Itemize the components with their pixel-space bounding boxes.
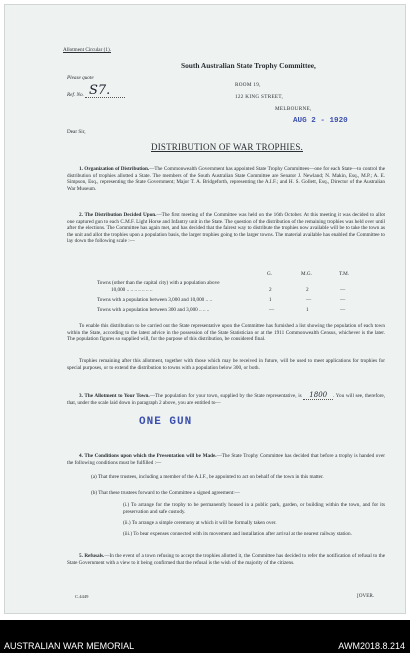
section-1-body: —The Commonwealth Government has appointed State Trophy Committees—one for each State—to control the distribution of trophies allotted a State. The members of the South Australian State Committee are Senator J. Newland; N. Makin, Esq., M.P.; A. E. Simpson, Esq., representing the State Government; Major T. A. Bridgeforth, representing the A.I.F.; and H. S. Gollett, Esq., Director of the Australian War Museum. bbox=[67, 166, 385, 192]
condition-i-text: (i.) To arrange for the trophy to be permanently housed in a public park, garden, or building within the town, and for its preservation and safe custody. bbox=[123, 502, 385, 515]
section-5-heading: 5. Refusals. bbox=[79, 553, 105, 559]
section-5 bbox=[67, 553, 385, 566]
print-code: C.4449 bbox=[75, 594, 89, 599]
section-3-body-a: —The population for your town, supplied by the State representative, is bbox=[149, 393, 302, 399]
section-2-body: —The first meeting of the Committee was held on the 16th October. At this meeting it was decided to allot one captured gun to each C.M.F. Light Horse and Infantry unit in the State. The question of the distribution of the remaining trophies was held over until after the elections. The Committee has again met, and has decided that the fairest way to distribute the trophies now available will be to take the town as the unit and allot the trophies upon a population basis, the larger trophies going to the larger towns. The material available has enabled the Committee to lay down the following scale :— bbox=[67, 212, 386, 245]
section-2-para-2 bbox=[67, 323, 385, 343]
table-cell-tm: — bbox=[340, 297, 346, 303]
table-row bbox=[111, 287, 153, 293]
table-header-tm: T.M. bbox=[339, 271, 349, 277]
table-row-label-cont: 10,000 .. .. .. .. .. .. .. bbox=[111, 287, 153, 293]
caption-accession: AWM2018.8.214 bbox=[338, 641, 405, 651]
condition-b-text: (b) That these trustees forward to the Committee a signed agreement:— bbox=[91, 490, 240, 496]
population-handwritten: 1800 bbox=[303, 391, 333, 400]
section-3-body-b: . You will see, therefore, that, under the scale laid down in paragraph 2 above, you are entitled to— bbox=[67, 393, 386, 406]
allotment-circular bbox=[63, 47, 111, 54]
table-cell-g: — bbox=[269, 307, 275, 313]
table-cell-mg: 2 bbox=[306, 287, 309, 293]
committee-name: South Australian State Trophy Committee, bbox=[181, 61, 316, 70]
table-row bbox=[97, 280, 220, 286]
table-header-mg: M.G. bbox=[301, 271, 312, 277]
table-cell-g: 1 bbox=[269, 297, 272, 303]
section-2 bbox=[67, 212, 385, 245]
condition-iii bbox=[123, 531, 385, 538]
date-stamp: AUG 2 - 1920 bbox=[293, 117, 348, 125]
allotment-circular-text: Allotment Circular (1). bbox=[63, 47, 111, 53]
distribution-scale-table bbox=[97, 271, 357, 321]
section-2-para-2-text: To enable this distribution to be carried out the State representative upon the Committee has furnished a list showing the population of each town within the State, according to the latest advice in the possession of the State Statistician or at the 1911 Commonwealth Census, whichever is the later. The population figures so supplied will, for the purpose of this distribution, be considered final. bbox=[67, 323, 385, 343]
document-title: DISTRIBUTION OF WAR TROPHIES. bbox=[151, 142, 303, 152]
condition-ii bbox=[123, 520, 385, 527]
ref-handwritten: S7. bbox=[89, 83, 111, 98]
table-row-label: Towns (other than the capital city) with a population above bbox=[97, 280, 220, 286]
section-1-heading: 1. Organization of Distribution. bbox=[79, 166, 150, 172]
section-3 bbox=[67, 392, 385, 406]
table-header-g: G. bbox=[267, 271, 273, 277]
one-gun-stamp: ONE GUN bbox=[139, 416, 193, 428]
table-cell-mg: — bbox=[306, 297, 312, 303]
table-row-label: Towns with a population between 300 and 3,000 .. .. .. bbox=[97, 307, 210, 313]
street: 122 KING STREET, bbox=[235, 94, 284, 100]
table-cell-g: 2 bbox=[269, 287, 272, 293]
salutation: Dear Sir, bbox=[67, 129, 86, 135]
table-cell-tm: — bbox=[340, 307, 346, 313]
section-4-heading: 4. The Conditions upon which the Presentation will be Made. bbox=[79, 453, 217, 459]
ref-no-label: Ref. No. bbox=[67, 92, 84, 98]
condition-i bbox=[123, 502, 385, 515]
table-row-label: Towns with a population between 3,000 and 10,000 .. .. bbox=[97, 297, 213, 303]
section-2-para-3 bbox=[67, 358, 385, 371]
caption-bar bbox=[0, 620, 410, 653]
section-2-heading: 2. The Distribution Decided Upon. bbox=[79, 212, 157, 218]
caption-source: AUSTRALIAN WAR MEMORIAL bbox=[4, 641, 135, 651]
section-4 bbox=[67, 453, 385, 466]
section-4-body: —The State Trophy Committee has decided that before a trophy is handed over the following conditions must be fulfilled :— bbox=[67, 453, 385, 466]
table-row bbox=[97, 307, 209, 313]
room: ROOM 19, bbox=[235, 82, 261, 88]
section-5-body: —In the event of a town refusing to accept the trophies allotted it, the Committee has decided to refer the notification of refusal to the State Government with a view to it being confirmed that the refusal is the wish of the majority of the citizens. bbox=[67, 553, 386, 566]
condition-ii-text: (ii.) To arrange a simple ceremony at which it will be formally taken over. bbox=[123, 520, 277, 526]
section-3-heading: 3. The Allotment to Your Town. bbox=[79, 393, 150, 399]
section-2-para-3-text: Trophies remaining after this allotment, together with those which may be received in future, will be used to meet applications for trophies for special purposes, or to extend the distribution to towns with a population below 300, or both. bbox=[67, 358, 385, 371]
please-quote: Please quote bbox=[67, 75, 94, 81]
document-page bbox=[4, 4, 406, 614]
condition-b bbox=[91, 490, 385, 497]
table-cell-tm: — bbox=[340, 287, 346, 293]
over-marker: [OVER. bbox=[357, 593, 375, 599]
condition-iii-text: (iii.) To bear expenses connected with its movement and installation after arrival at the nearest railway station. bbox=[123, 531, 352, 537]
section-1 bbox=[67, 166, 385, 192]
table-cell-mg: 1 bbox=[306, 307, 309, 313]
condition-a-text: (a) That three trustees, including a member of the A.I.F., be appointed to act on behalf of the town in this matter. bbox=[91, 474, 324, 480]
condition-a bbox=[91, 474, 385, 481]
table-row bbox=[97, 297, 212, 303]
city: MELBOURNE, bbox=[275, 106, 312, 112]
